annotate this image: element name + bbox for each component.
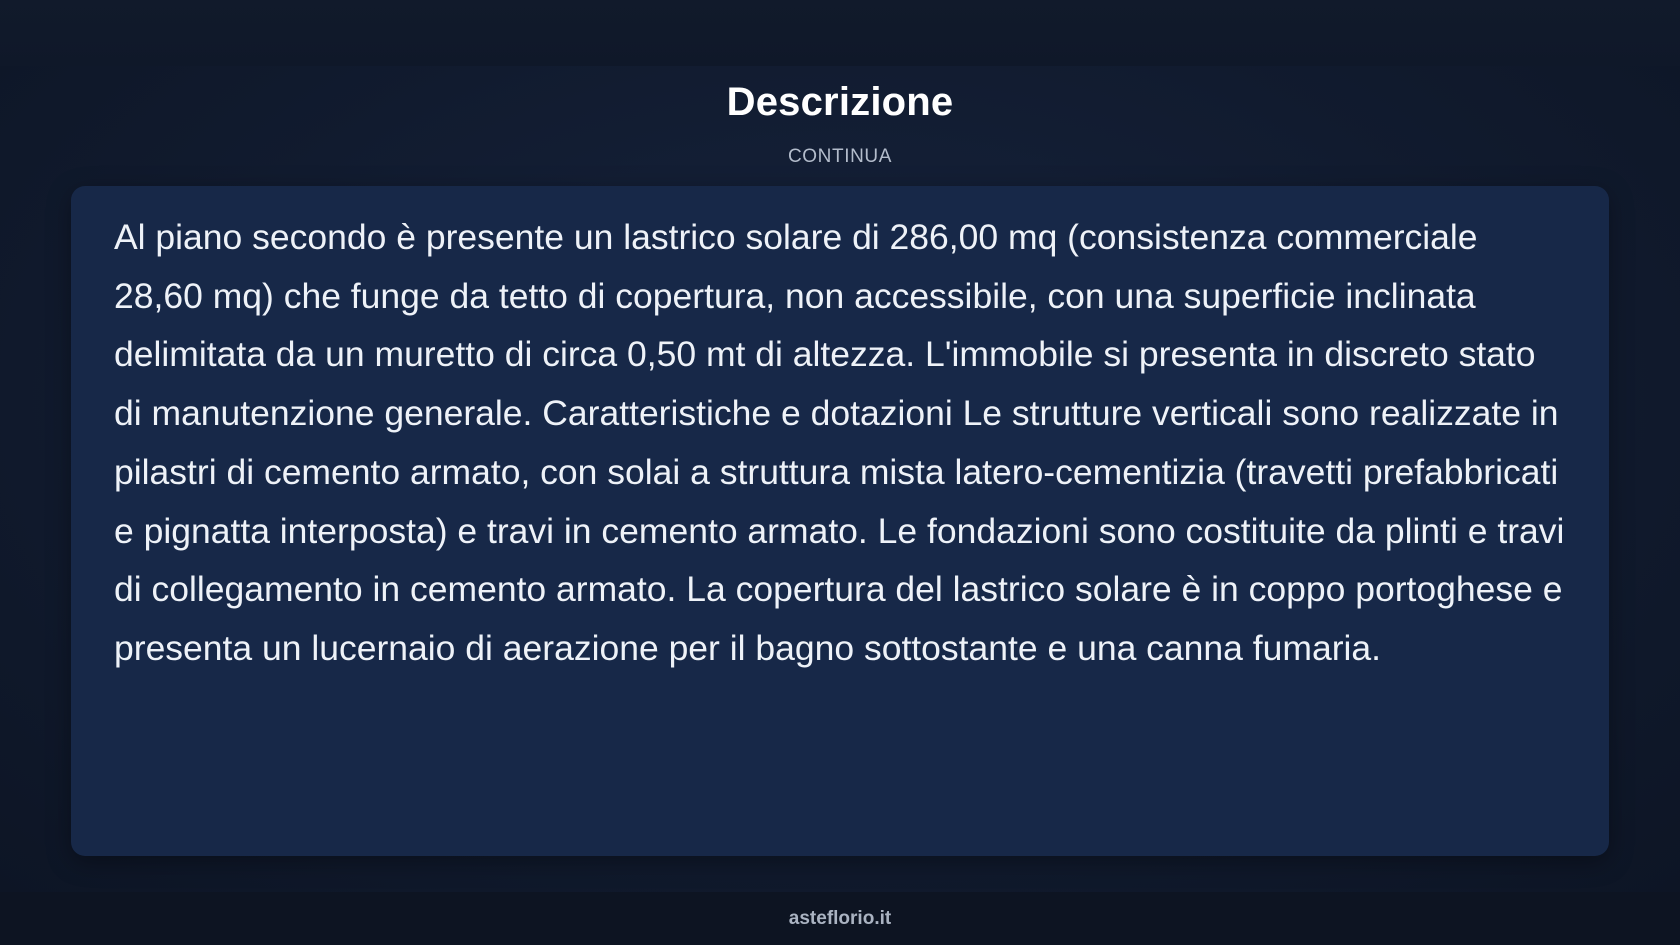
- footer: [0, 892, 1680, 945]
- description-card: [71, 186, 1609, 856]
- description-text: Al piano secondo è presente un lastrico solare di 286,00 mq (consistenza commerciale 28,60 mq) che funge da tetto di copertura, non accessibile, con una superficie inclinata delimitata da un muretto di circa 0,50 mt di altezza. L'immobile si presenta in discreto stato di manutenzione generale. Caratteristiche e dotazioni Le strutture verticali sono realizzate in pilastri di cemento armato, con solai a struttura mista latero-cementizia (travetti prefabbricati e pignatta interposta) e travi in cemento armato. Le fondazioni sono costituite da plinti e travi di collegamento in cemento armato. La copertura del lastrico solare è in coppo portoghese e presenta un lucernaio di aerazione per il bagno sottostante e una canna fumaria.: [114, 217, 1565, 668]
- page-title: Descrizione: [726, 80, 954, 124]
- top-band: [0, 0, 1680, 66]
- footer-site-name: asteflorio.it: [788, 908, 892, 929]
- page-subtitle: CONTINUA: [787, 146, 893, 167]
